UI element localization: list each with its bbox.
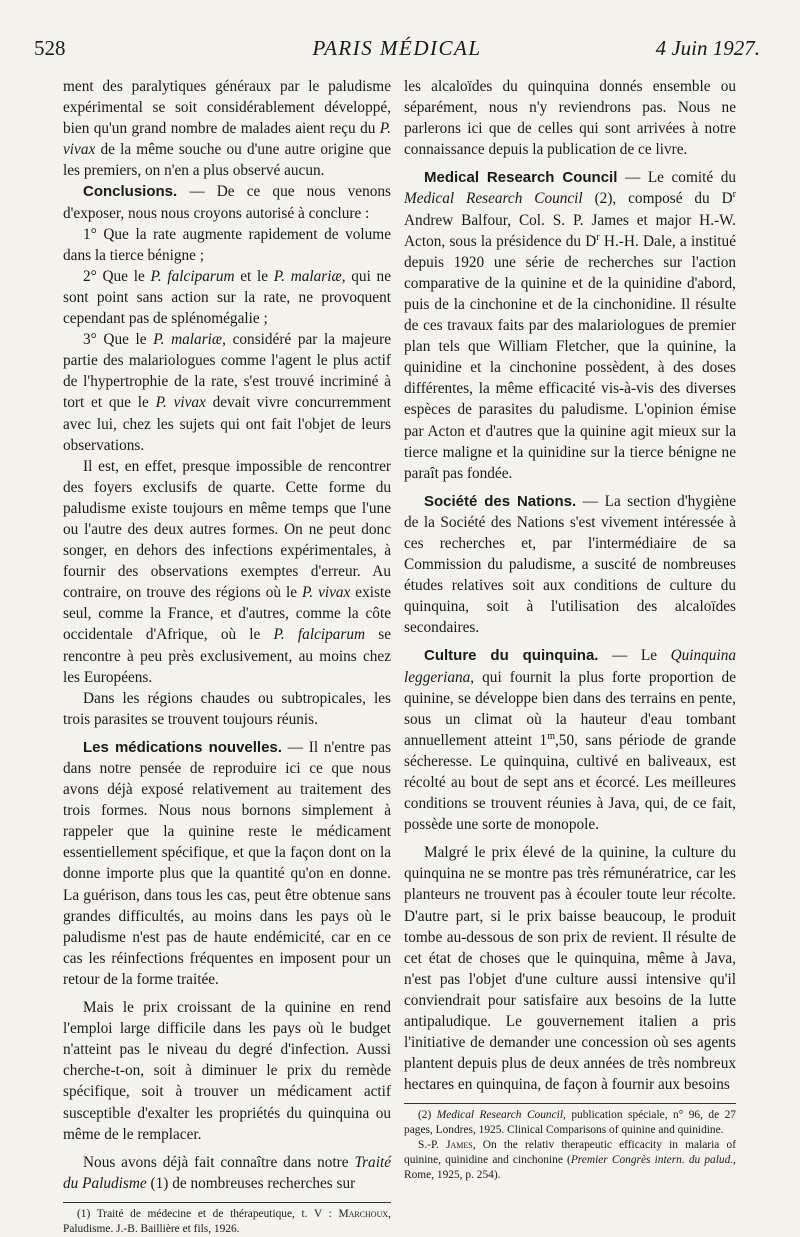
conclusion-2: 2° Que le P. falciparum et le P. malariæ, qui ne sont point sans action sur la rate, ne provoquent cependant pas de splénomégalie ; [63,267,391,328]
paragraph-medications: Les médications nouvelles. — Il n'entre pas dans notre pensée de reproduire ici ce que nous avons déjà exposé relativement au traitement des trois formes. Nous nous bornons simplement à rappeler que la quinine reste le médicament essentiellement spécifique, et que la façon dont on la donne importe plus que la quantité qu'on en donne. La guérison, dans tous les cas, peut être obtenue sans grandes difficultés, au moins dans les pays où le paludisme n'est pas de haute endémicité, car en ce cas les réinfections fréquentes en imposent pour un retour de la forme traitée. [63,738,391,988]
right-column [404,76,736,1183]
footnote-3: S.-P. James, On the relativ therapeutic efficacity in malaria of quinine, quinidine and cinchonine (Premier Congrès intern. du palud., Rome, 1925, p. 254). [404,1139,737,1182]
journal-title: PARIS MÉDICAL [312,36,482,60]
footnote-divider [63,1202,391,1203]
footnote-1: (1) Traité de médecine et de thérapeutique, t. V : Marchoux, Paludisme. J.-B. Baillière et fils, 1926. [63,1207,391,1235]
paragraph-sdn: Société des Nations. — La section d'hygiène de la Société des Nations s'est vivement intéressée à ces recherches et, par l'intermédiaire de sa Commission du paludisme, a suscité de nombreuses études relatives soit aux conditions de culture du quinquina, soit à l'utilisation des alcaloïdes secondaires. [404,492,736,637]
conclusion-1: 1° Que la rate augmente rapidement de volume dans la tierce bénigne ; [63,225,391,264]
paragraph-conclusions: Conclusions. — De ce que nous venons d'exposer, nous nous croyons autorisé à conclure : [63,183,391,222]
footnote-divider [404,1103,736,1104]
footnote-2: (2) Medical Research Council, publication spéciale, n° 96, de 27 pages, Londres, 1925. Clinical Comparisons of quinine and quinidine. [404,1109,737,1137]
page-header [34,36,760,66]
section-heading-mrc: Medical Research Council [424,169,618,187]
issue-date: 4 Juin 1927. [655,36,760,60]
conclusion-3: 3° Que le P. malariæ, considéré par la majeure partie des malariologues comme l'agent le plus actif de l'hypertrophie de la rate, s'est trouvé incriminé à tort et que le P. vivax devait vivre concurremment avec lui, chez les sujets qui ont fait l'objet de leurs observations. [63,331,392,454]
section-heading-sdn: Société des Nations. [424,492,577,510]
paragraph-quarte: Il est, en effet, presque impossible de rencontrer des foyers exclusifs de quarte. Cette forme du paludisme existe toujours en même temps que l'une ou l'autre des deux autres formes. On ne peut donc songer, en dehors des infections expérimentales, à fournir des observations exemptes d'erreur. Au contraire, on trouve des régions où le P. vivax existe seul, comme la France, et d'autres, comme la côte occidentale d'Afrique, où le P. falciparum se rencontre à peu près exclusivement, au moins chez les Européens. [63,457,392,686]
paragraph-alcaloides: les alcaloïdes du quinquina donnés ensemble ou séparément, nous n'y reviendrons pas. Nous ne parlerons ici que de celles qui sont arrivées à notre connaissance depuis la publication de ce livre. [404,78,736,159]
section-heading-culture: Culture du quinquina. [424,647,599,665]
section-heading-conclusions: Conclusions. [83,183,178,201]
paragraph-traite: Nous avons déjà fait connaître dans notre Traité du Paludisme (1) de nombreuses recherches sur [63,1153,391,1192]
paragraph-continuation: ment des paralytiques généraux par le paludisme expérimental se soit considérablement développé, bien qu'un grand nombre de malades aient reçu du P. vivax de la même souche ou d'une autre origine que les premiers, on n'en a plus observé aucun. [63,78,391,180]
page-number: 528 [34,36,66,60]
paragraph-prix: Mais le prix croissant de la quinine en rend l'emploi large difficile dans les pays où le budget n'atteint pas le niveau du degré d'infection. Aussi cherche-t-on, soit à diminuer le prix du remède spécifique, soit à trouver un médicament actif susceptible d'exalter les propriétés du quinquina ou même de le remplacer. [63,999,391,1143]
paragraph-regions: Dans les régions chaudes ou subtropicales, les trois parasites se trouvent toujours réunis. [63,689,391,728]
paragraph-mrc: Medical Research Council — Le comité du Medical Research Council (2), composé du $D^r$ Andrew Balfour, Col. S. P. James et major H.-W. Acton, sous la présidence du $D^r$ H.-H. Dale, a institué depuis 1920 une série de recherches sur l'action comparative de la quinine et de la quinidine d'abord, puis de la cinchonine et de la cinchonidine. Il résulte de ces travaux faits par des malariologues de premier plan tels que William Fletcher, que la quinine, la quinidine et la cinchonine possèdent, à des doses différentes, la même efficacité vis-à-vis des diverses espèces de parasites du paludisme. L'opinion émise par Acton et d'autres que la quinine agit mieux sur la tierce maligne et la quinidine sur la tierce bénigne ne paraît pas fondée. [404,169,736,482]
left-column [63,76,391,1237]
paragraph-malgre: Malgré le prix élevé de la quinine, la culture du quinquina ne se montre pas très rémunératrice, car les planteurs ne trouvent pas à écouler toute leur récolte. D'autre part, si le prix baisse beaucoup, le produit tombe au-dessous de son prix de revient. Il résulte de cet état de choses que le quinquina, même à Java, n'est pas l'objet d'une culture aussi intensive qu'il conviendrait pour satisfaire aux besoins de la lutte antipaludique. Le gouvernement italien a pris l'initiative de demander une concession où ses agents plantent depuis plus de deux années de très nombreux hectares en quinquina, de façon à fournir aux besoins [404,844,736,1094]
paragraph-culture: Culture du quinquina. — Le Quinquina leggeriana, qui fournit la plus forte proportion de quinine, se développe bien dans des terrains en pente, sous un climat où la hauteur d'eau tombant annuellement atteint 1$^m$,50, sans période de grande sécheresse. Le quinquina, cultivé en baliveaux, est récolté au bout de sept ans et écorcé. Les meilleures conditions se trouvent réunies à Java, qui, de ce fait, possède une sorte de monopole. [404,647,736,834]
section-heading-medications: Les médications nouvelles. [83,738,282,756]
